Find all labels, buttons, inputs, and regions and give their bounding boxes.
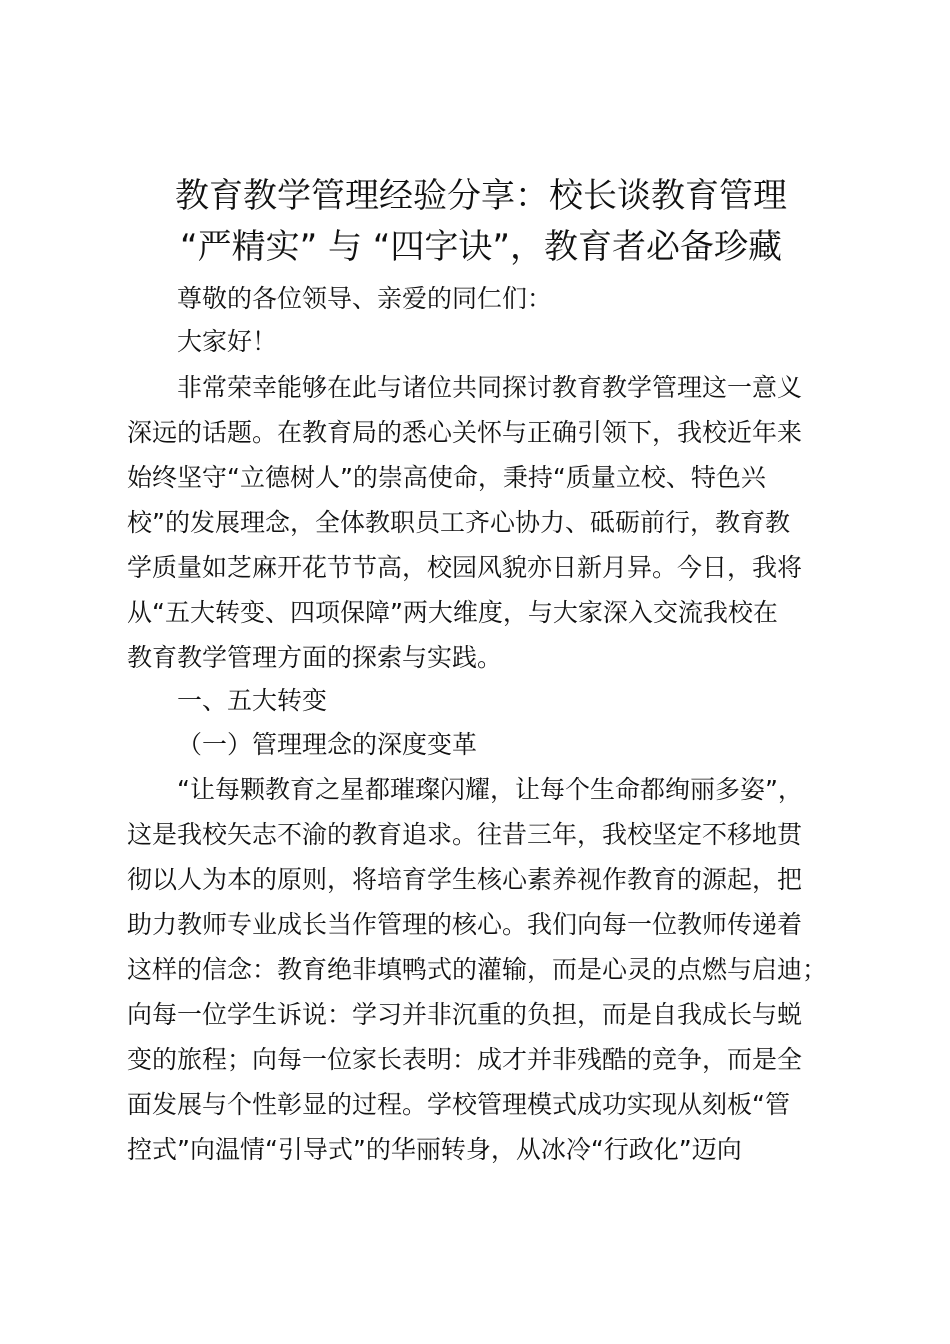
section-heading: 一、五大转变 — [177, 686, 328, 715]
paragraph-line: 这是我校矢志不渝的教育追求。往昔三年，我校坚定不移地贯 — [127, 820, 803, 849]
document-title-line-2: “严精实” 与 “四字诀”，教育者必备珍藏 — [179, 227, 783, 267]
paragraph-line: 从“五大转变、四项保障”两大维度，与大家深入交流我校在 — [127, 598, 778, 627]
paragraph-line: 向每一位学生诉说：学习并非沉重的负担，而是自我成长与蜕 — [127, 1000, 803, 1029]
document-title-line-1: 教育教学管理经验分享：校长谈教育管理 — [175, 176, 787, 216]
subsection-heading: （一）管理理念的深度变革 — [177, 730, 478, 759]
paragraph-line: “让每颗教育之星都璀璨闪耀，让每个生命都绚丽多姿”， — [177, 775, 803, 804]
paragraph-line: 校”的发展理念，全体教职员工齐心协力、砥砺前行，教育教 — [127, 508, 790, 537]
paragraph-line: 彻以人为本的原则，将培育学生核心素养视作教育的源起，把 — [127, 865, 803, 894]
paragraph-line: 控式”向温情“引导式”的华丽转身，从冰冷“行政化”迈向 — [127, 1135, 742, 1164]
paragraph-line: 这样的信念：教育绝非填鸭式的灌输，而是心灵的点燃与启迪； — [127, 955, 828, 984]
salutation: 尊敬的各位领导、亲爱的同仁们： — [177, 284, 553, 313]
paragraph-line: 始终坚守“立德树人”的崇高使命，秉持“质量立校、特色兴 — [127, 463, 766, 492]
greeting: 大家好！ — [177, 327, 278, 356]
paragraph-line: 教育教学管理方面的探索与实践。 — [127, 643, 503, 672]
paragraph-line: 非常荣幸能够在此与诸位共同探讨教育教学管理这一意义 — [177, 373, 803, 402]
paragraph-line: 深远的话题。在教育局的悉心关怀与正确引领下，我校近年来 — [127, 418, 803, 447]
paragraph-line: 面发展与个性彰显的过程。学校管理模式成功实现从刻板“管 — [127, 1090, 790, 1119]
paragraph-line: 助力教师专业成长当作管理的核心。我们向每一位教师传递着 — [127, 910, 803, 939]
paragraph-line: 变的旅程；向每一位家长表明：成才并非残酷的竞争，而是全 — [127, 1045, 803, 1074]
paragraph-line: 学质量如芝麻开花节节高，校园风貌亦日新月异。今日，我将 — [127, 553, 803, 582]
